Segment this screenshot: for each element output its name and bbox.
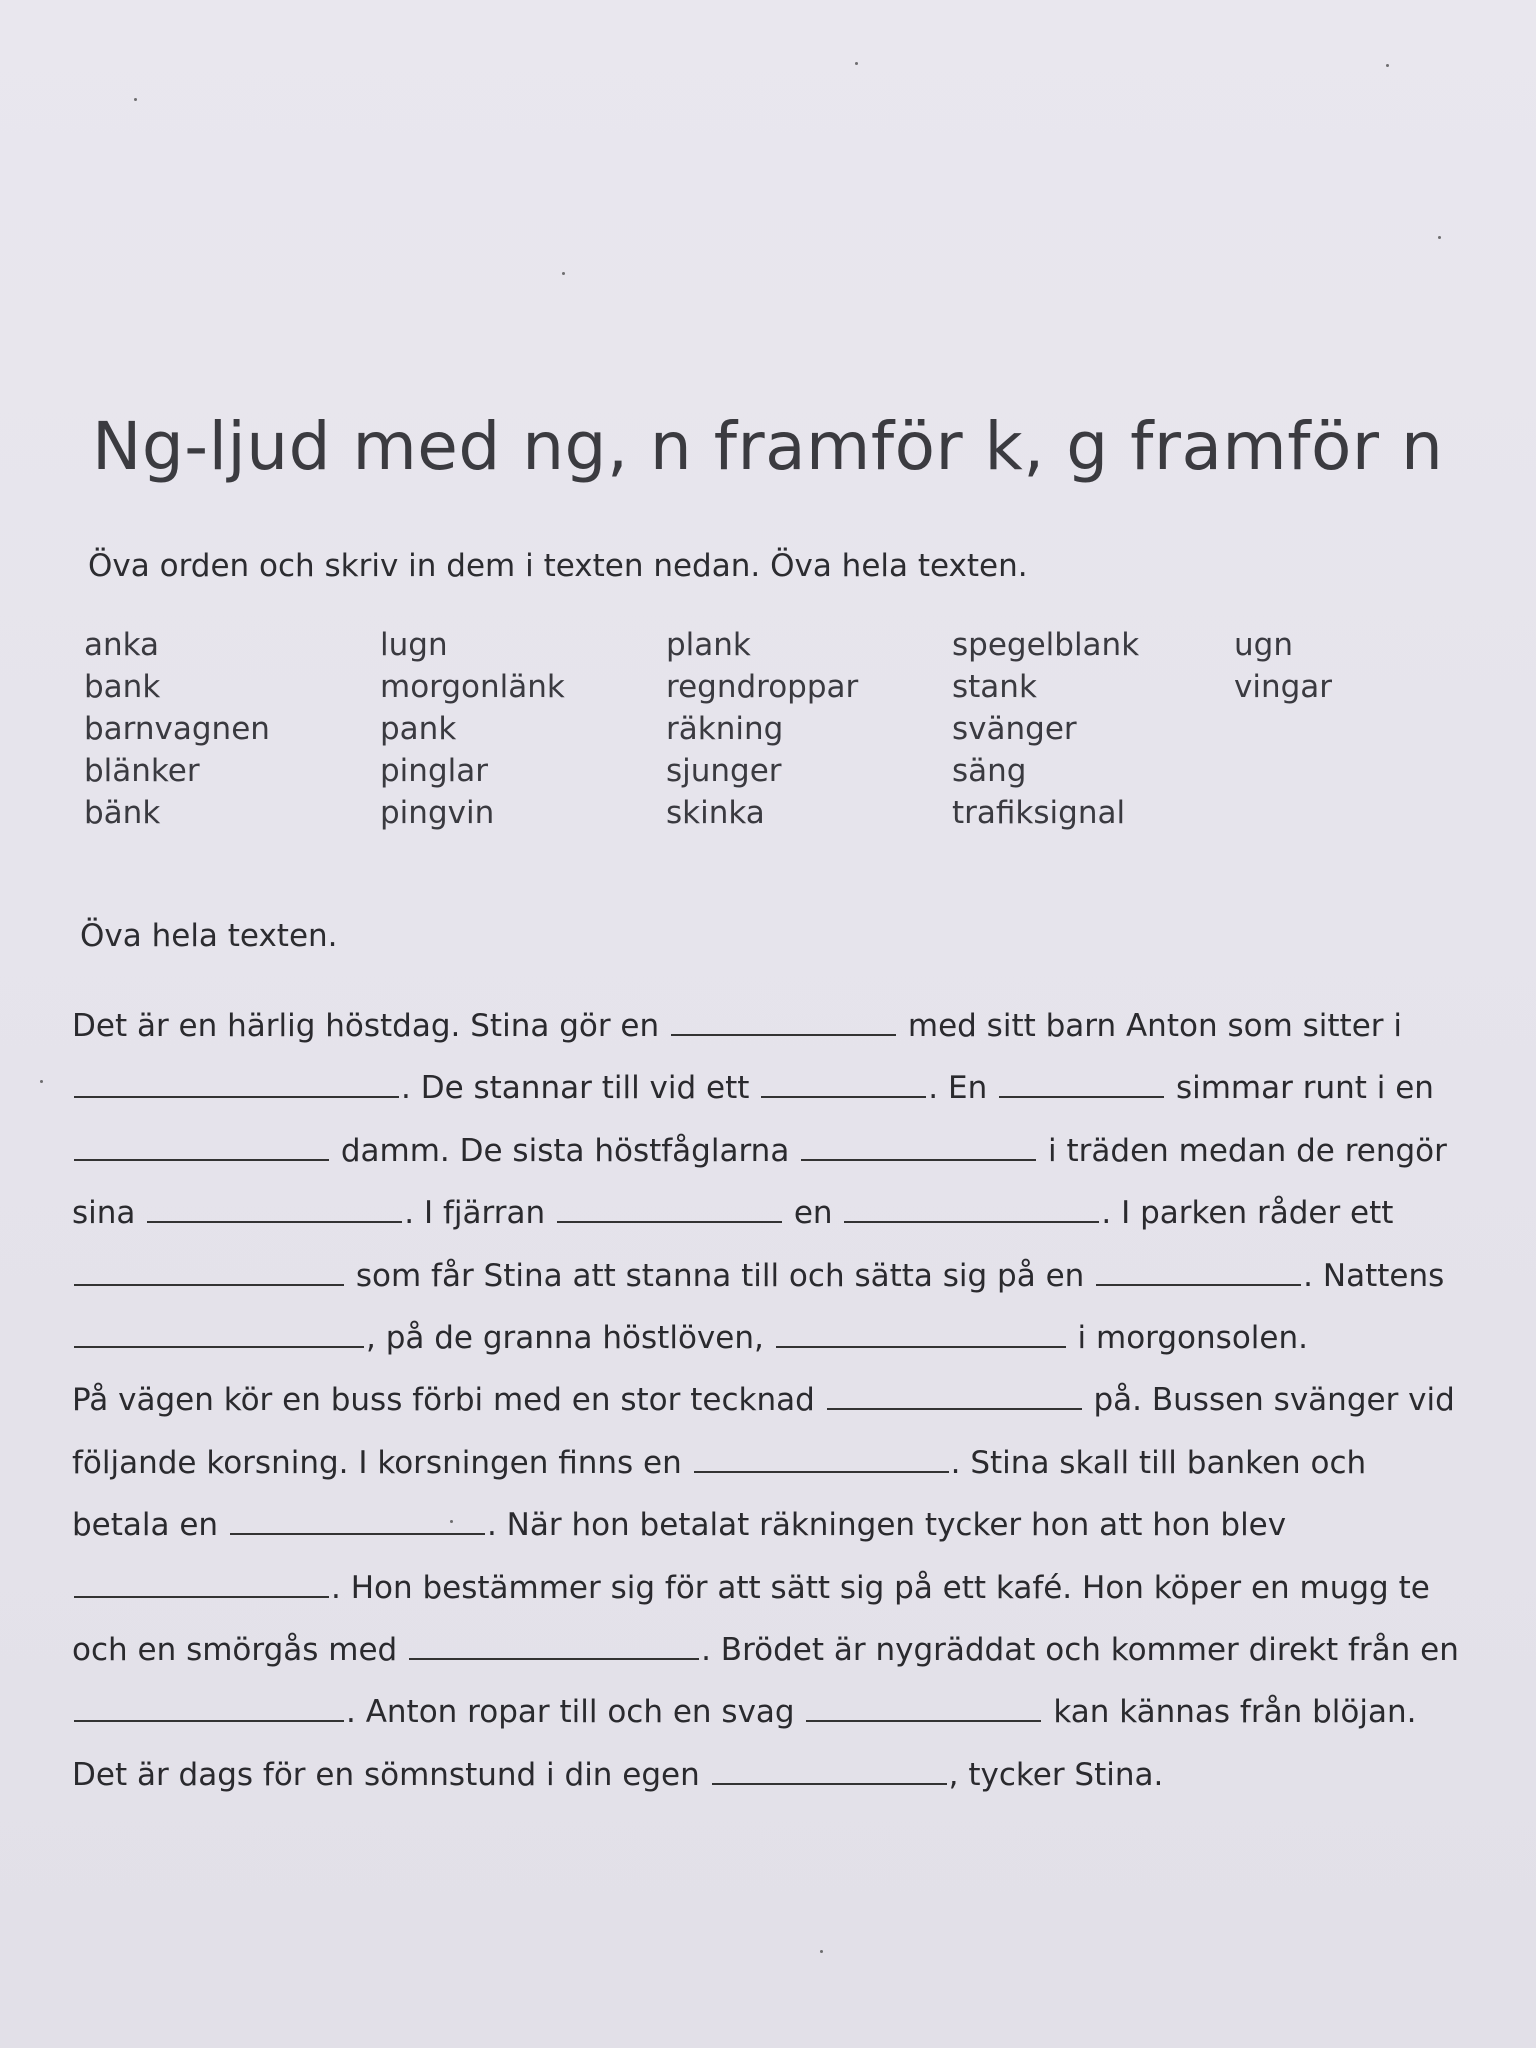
word-bank-item: lugn — [380, 627, 448, 663]
scan-speck — [855, 62, 858, 65]
passage-text: simmar runt i en — [1175, 1070, 1434, 1107]
passage-text: . I parken råder ett — [1101, 1195, 1394, 1232]
passage-text: . Anton ropar till och en svag — [346, 1694, 795, 1731]
fill-blank[interactable] — [761, 1070, 926, 1098]
word-bank-item: bank — [84, 669, 161, 705]
fill-blank[interactable] — [801, 1133, 1036, 1161]
passage-text: sina — [72, 1195, 136, 1232]
word-bank-item: anka — [84, 627, 160, 663]
passage-text: i träden medan de rengör — [1048, 1132, 1447, 1169]
passage-line — [72, 1619, 1492, 1681]
fill-blank[interactable] — [844, 1195, 1099, 1223]
passage-text: med sitt barn Anton som sitter i — [907, 1008, 1402, 1044]
fill-blank[interactable] — [694, 1445, 949, 1473]
scan-speck — [40, 1080, 43, 1083]
word-bank-item: bänk — [84, 795, 161, 831]
passage-text: . I fjärran — [404, 1195, 546, 1232]
passage-line — [72, 1182, 1492, 1244]
scan-speck — [1386, 64, 1389, 67]
passage-text: . En — [928, 1070, 988, 1107]
passage-text: damm. De sista höstfåglarna — [340, 1132, 790, 1169]
fill-in-passage — [72, 995, 1492, 1806]
word-bank-item: pinglar — [380, 753, 488, 789]
fill-blank[interactable] — [712, 1757, 947, 1785]
passage-text: På vägen kör en buss förbi med en stor tecknad — [72, 1382, 815, 1419]
word-bank-item: säng — [952, 753, 1027, 789]
passage-line — [72, 1369, 1492, 1431]
fill-blank[interactable] — [999, 1070, 1164, 1098]
passage-line — [72, 995, 1492, 1057]
word-bank-item: pingvin — [380, 795, 495, 831]
passage-text: och en smörgås med — [72, 1631, 398, 1668]
passage-text: . När hon betalat räkningen tycker hon att hon blev — [486, 1507, 1287, 1544]
passage-line — [72, 1057, 1492, 1119]
fill-blank[interactable] — [1096, 1258, 1301, 1286]
passage-text: Det är dags för en sömnstund i din egen — [72, 1756, 700, 1793]
passage-line — [72, 1120, 1492, 1182]
passage-text: betala en — [72, 1507, 219, 1544]
fill-blank[interactable] — [74, 1070, 399, 1098]
word-bank-item: sjunger — [666, 753, 782, 789]
passage-text: i morgonsolen. — [1077, 1319, 1308, 1356]
passage-text: . Brödet är nygräddat och kommer direkt från en — [701, 1631, 1459, 1668]
fill-blank[interactable] — [409, 1632, 699, 1660]
passage-text: på. Bussen svänger vid — [1093, 1382, 1455, 1419]
passage-text: som får Stina att stanna till och sätta sig på en — [355, 1257, 1085, 1294]
instructions-text: Öva orden och skriv in dem i texten nedan. Öva hela texten. — [88, 548, 1028, 584]
word-bank-item: spegelblank — [952, 627, 1140, 663]
fill-blank[interactable] — [74, 1133, 329, 1161]
fill-blank[interactable] — [230, 1507, 485, 1535]
word-bank-item: plank — [666, 627, 751, 663]
fill-blank[interactable] — [147, 1195, 402, 1223]
passage-line — [72, 1681, 1492, 1743]
passage-text: , på de granna höstlöven, — [366, 1319, 764, 1356]
word-column-1 — [84, 624, 270, 834]
passage-line — [72, 1245, 1492, 1307]
word-bank-item: trafiksignal — [952, 795, 1126, 831]
scan-speck — [134, 98, 137, 101]
fill-blank[interactable] — [671, 1008, 896, 1036]
word-column-5 — [1234, 624, 1332, 708]
word-bank-item: regndroppar — [666, 669, 859, 705]
word-column-2 — [380, 624, 565, 834]
fill-blank[interactable] — [776, 1320, 1066, 1348]
passage-text: en — [793, 1195, 833, 1232]
word-bank-item: barnvagnen — [84, 711, 270, 747]
fill-blank[interactable] — [827, 1382, 1082, 1410]
word-bank-item: stank — [952, 669, 1037, 705]
word-bank-item: svänger — [952, 711, 1077, 747]
word-bank — [84, 624, 1484, 844]
word-column-3 — [666, 624, 858, 834]
passage-line — [72, 1557, 1492, 1619]
fill-blank[interactable] — [806, 1694, 1041, 1722]
passage-text: . Nattens — [1303, 1257, 1445, 1294]
passage-text: följande korsning. I korsningen finns en — [72, 1444, 682, 1481]
practice-heading: Öva hela texten. — [80, 918, 338, 954]
scan-speck — [820, 1950, 823, 1953]
word-column-4 — [952, 624, 1139, 834]
word-bank-item: skinka — [666, 795, 765, 831]
worksheet-title: Ng-ljud med ng, n framför k, g framför n — [92, 408, 1444, 485]
passage-text: . Hon bestämmer sig för att sätt sig på ett kafé. Hon köper en mugg te — [331, 1569, 1430, 1606]
word-bank-item: morgonlänk — [380, 669, 565, 705]
word-bank-item: ugn — [1234, 627, 1293, 663]
word-bank-item: pank — [380, 711, 457, 747]
word-bank-item: vingar — [1234, 669, 1333, 705]
passage-text: . Stina skall till banken och — [950, 1444, 1367, 1481]
passage-text: Det är en härlig höstdag. Stina gör en — [72, 1008, 660, 1044]
passage-text: , tycker Stina. — [948, 1756, 1164, 1793]
word-bank-item: blänker — [84, 753, 200, 789]
passage-line — [72, 1307, 1492, 1369]
scan-speck — [1438, 236, 1441, 239]
fill-blank[interactable] — [74, 1320, 364, 1348]
passage-line — [72, 1432, 1492, 1494]
fill-blank[interactable] — [74, 1258, 344, 1286]
word-bank-item: räkning — [666, 711, 784, 747]
passage-line — [72, 1744, 1492, 1806]
passage-text: . De stannar till vid ett — [401, 1070, 750, 1107]
fill-blank[interactable] — [74, 1570, 329, 1598]
passage-line — [72, 1494, 1492, 1556]
scan-speck — [562, 272, 565, 275]
fill-blank[interactable] — [557, 1195, 782, 1223]
passage-text: kan kännas från blöjan. — [1053, 1694, 1417, 1731]
fill-blank[interactable] — [74, 1694, 344, 1722]
